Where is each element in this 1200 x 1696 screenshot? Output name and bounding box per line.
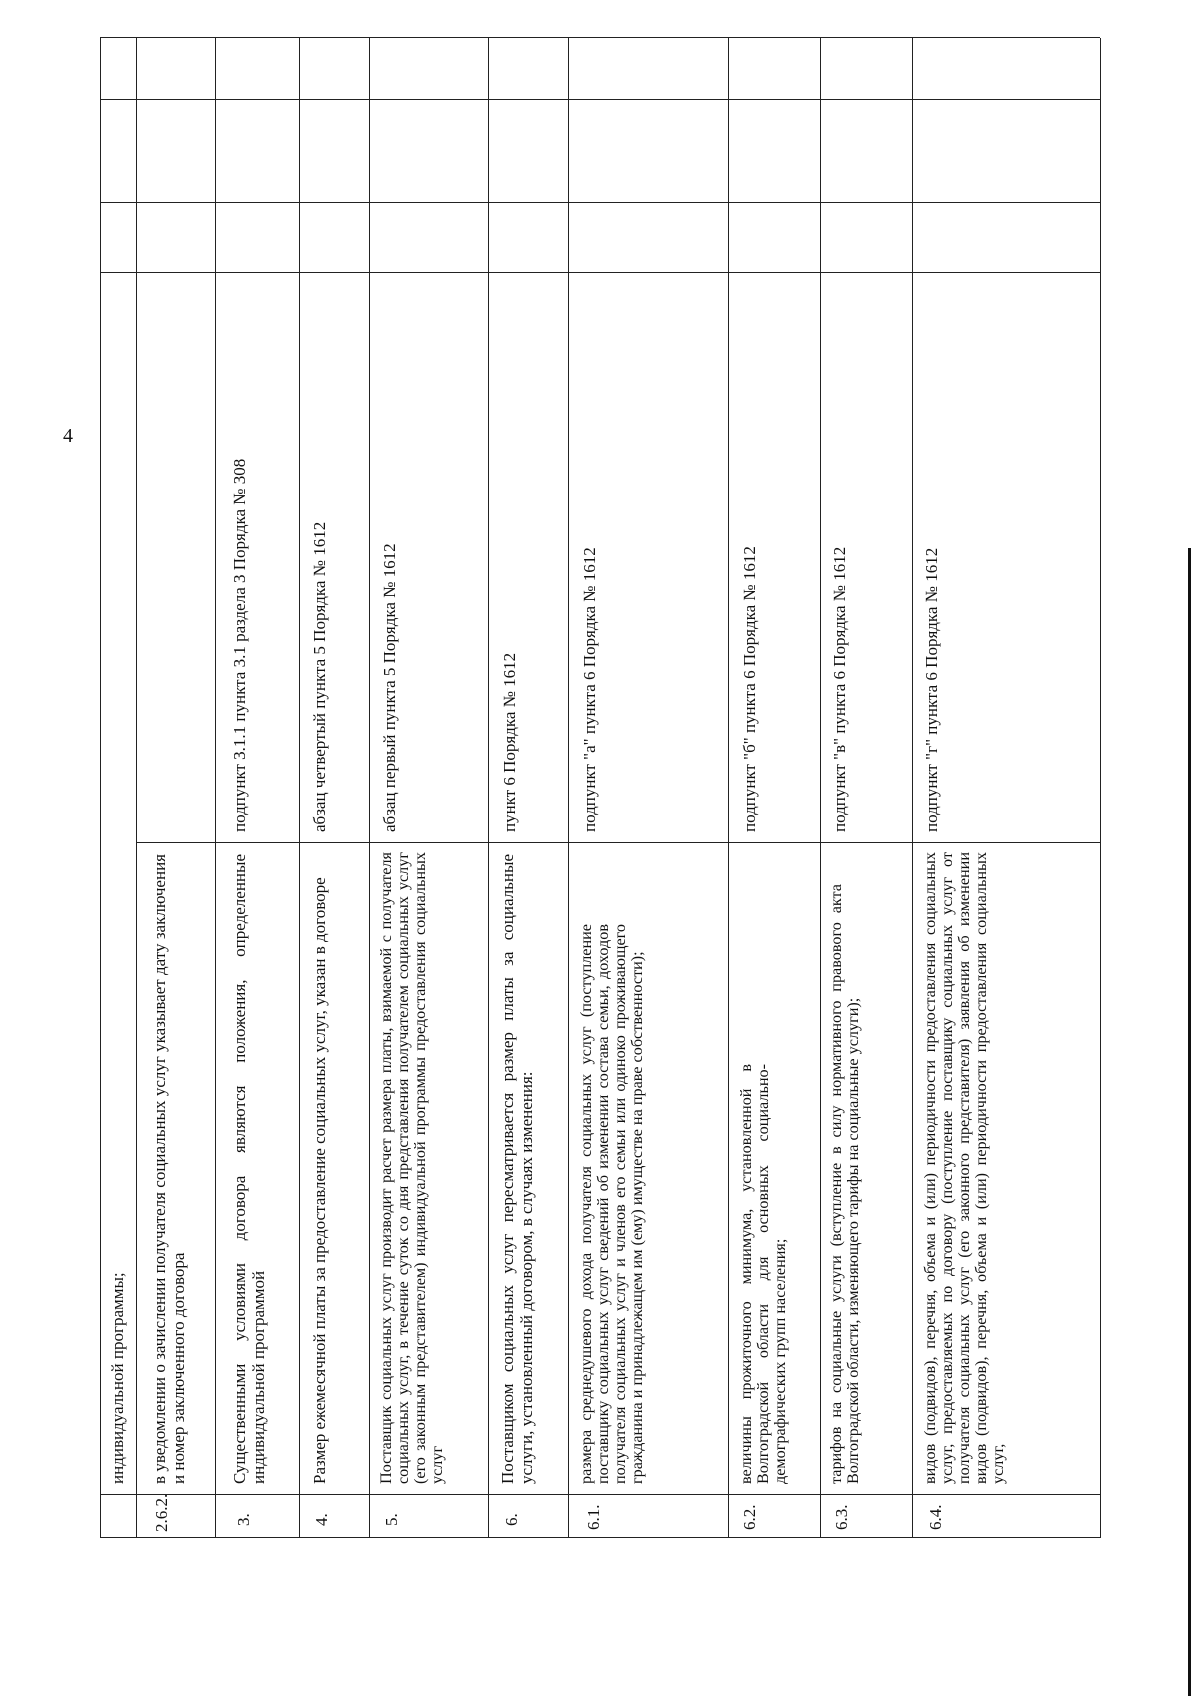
row-reference: абзац четвертый пункта 5 Порядка № 1612 [310,521,329,832]
row-number: 6.3. [832,1504,851,1530]
row-text: размера среднедушевого дохода получателя социальных услуг (поступление поставщику социальных услуг сведений об изменении состава семьи, доходов получателя социальных услуг и членов его семьи или одиноко проживающего гражданина и принадлежащем им (ему) имуществе на праве собственности); [577,924,646,1484]
table-border-bottom [1100,38,1101,1538]
row-reference: подпункт "в" пункта 6 Порядка № 1612 [830,546,849,832]
row-reference: пункт 6 Порядка № 1612 [500,652,519,832]
row-text: величины прожиточного минимума, установленной в Волгоградской области для основных социально-демографических групп населения; [737,1064,789,1484]
row-number: 2.6.2. [152,1493,171,1532]
row-separator [299,38,300,1538]
row-text: Размер ежемесячной платы за предоставление социальных услуг, указан в договоре [310,877,329,1484]
row-text: индивидуальной программы; [108,1272,127,1484]
column-separator [100,202,1100,203]
column-separator [100,272,1100,273]
row-separator [728,38,729,1538]
row-number: 6. [502,1513,521,1526]
row-separator [488,38,489,1538]
table-border-left [100,1537,1100,1538]
page-number: 4 [63,425,73,447]
row-separator [369,38,370,1538]
column-separator [100,1494,1100,1495]
scan-edge-rule [1188,548,1191,1696]
row-separator [820,38,821,1538]
row-separator [568,38,569,1538]
row-text: видов (подвидов), перечня, объема и (или) периодичности предоставления социальных услуг, предоставляемых по договору (поступление поставщику социальных услуг от получателя социальных услуг (его законного представителя) заявления об изменении видов (подвидов), перечня, объема и (или) периодичности предоставления социальных услуг, [921,852,1007,1484]
row-reference: подпункт "г" пункта 6 Порядка № 1612 [922,547,941,832]
column-separator [136,842,1100,843]
row-number: 6.1. [584,1504,603,1530]
row-reference: подпункт "а" пункта 6 Порядка № 1612 [580,547,599,832]
table-border-top [100,38,101,1538]
row-reference: подпункт "б" пункта 6 Порядка № 1612 [740,546,759,832]
row-number: 3. [234,1513,253,1526]
row-text: тарифов на социальные услуги (вступление в силу нормативного правового акта Волгоградской области, изменяющего тарифы на социальные услуги); [827,884,862,1484]
row-number: 4. [312,1513,331,1526]
row-number: 6.2. [740,1504,759,1530]
row-separator [215,38,216,1538]
row-reference: абзац первый пункта 5 Порядка № 1612 [380,543,399,832]
row-text: в уведомлении о зачислении получателя социальных услуг указывает дату заключения и номер заключенного договора [150,854,188,1484]
row-number: 5. [382,1513,401,1526]
row-text: Поставщиком социальных услуг пересматривается размер платы за социальные услуги, установленный договором, в случаях изменения: [498,854,536,1484]
row-separator [912,38,913,1538]
row-reference: подпункт 3.1.1 пункта 3.1 раздела 3 Порядка № 308 [230,458,249,832]
row-text: Существенными условиями договора являются положения, определенные индивидуальной программой [230,854,268,1484]
column-separator [100,99,1100,100]
requirements-table [100,0,1100,1538]
table-border-right [100,37,1100,38]
row-text: Поставщик социальных услуг производит расчет размера платы, взимаемой с получателя социальных услуг, в течение суток со дня представления получателем социальных услуг (его законным представителем) индивидуальной программы предоставления социальных услуг [377,852,446,1484]
row-number: 6.4. [926,1504,945,1530]
row-separator [136,38,137,1538]
